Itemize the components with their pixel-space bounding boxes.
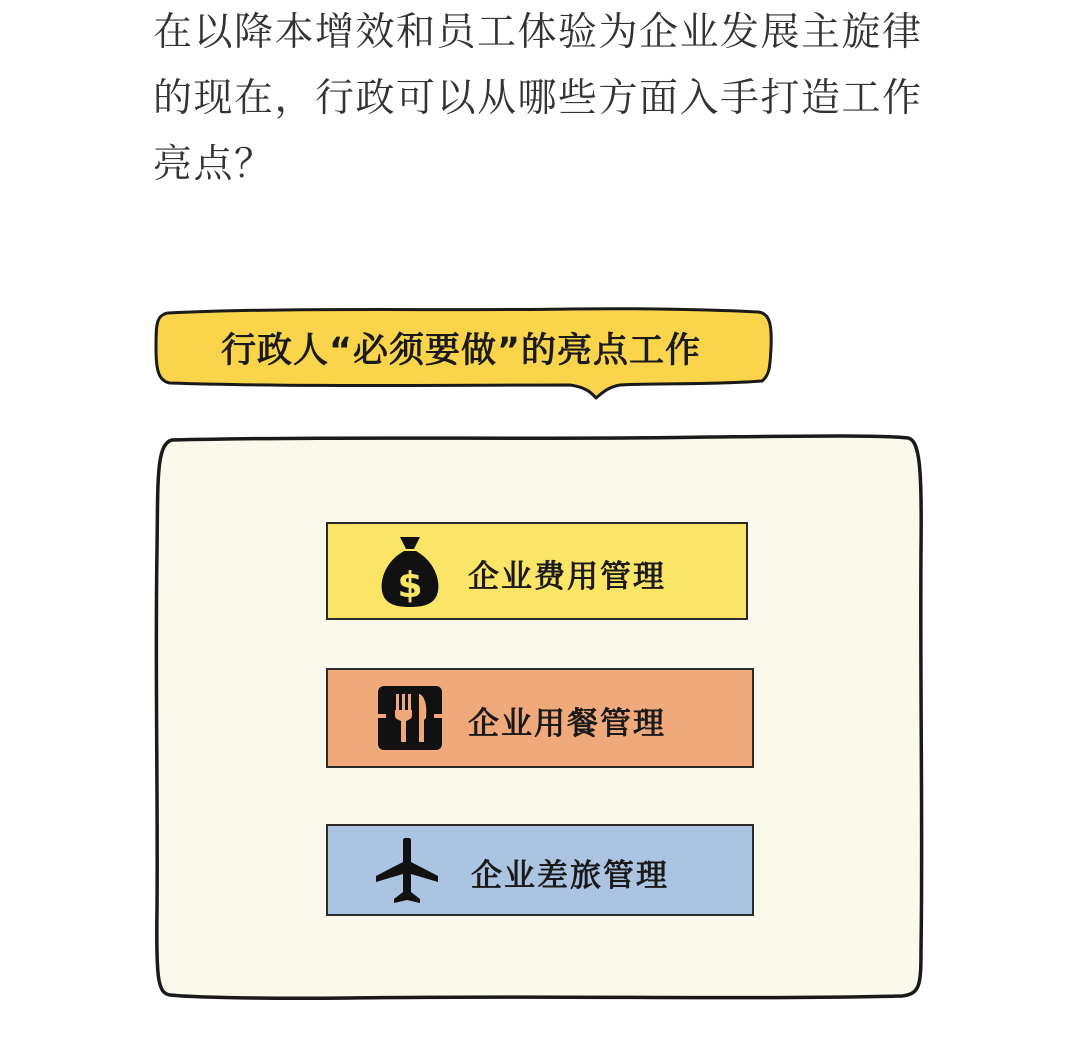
svg-text:$: $ (397, 565, 423, 606)
item-label: 企业用餐管理 (468, 706, 666, 742)
banner-title: 行政人“必须要做”的亮点工作 (220, 331, 701, 371)
item-dining-management[interactable] (326, 668, 754, 768)
section-banner (150, 303, 780, 403)
intro-paragraph: 在以降本增效和员工体验为企业发展主旋律的现在，行政可以从哪些方面入手打造工作亮点？ (153, 10, 923, 187)
item-expense-management[interactable] (326, 522, 748, 620)
feature-card (150, 430, 930, 1005)
fork-knife-icon (378, 686, 442, 750)
airplane-icon (374, 838, 440, 904)
item-label: 企业差旅管理 (471, 858, 669, 894)
item-travel-management[interactable] (326, 824, 754, 916)
item-label: 企业费用管理 (468, 559, 666, 595)
money-bag-icon (378, 533, 442, 609)
